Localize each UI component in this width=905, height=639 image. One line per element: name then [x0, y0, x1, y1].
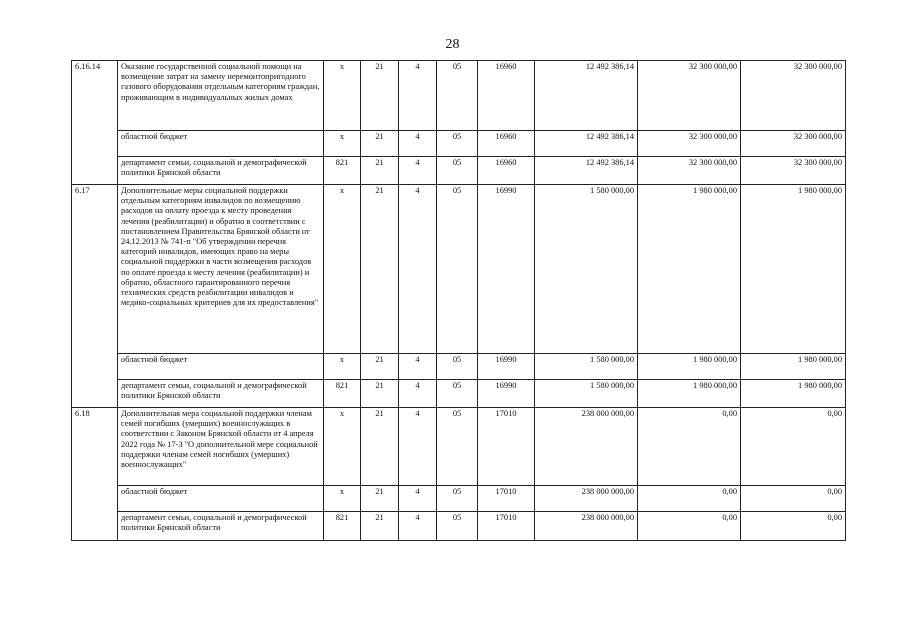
cell-sum1: 12 492 386,14: [535, 61, 638, 131]
cell-pr: 4: [399, 354, 437, 380]
cell-grbs: x: [324, 61, 361, 131]
row-name: департамент семьи, социальной и демографической политики Брянской области: [118, 512, 324, 541]
cell-rz: 21: [361, 61, 399, 131]
table-row: [72, 408, 846, 486]
cell-vr: 16990: [478, 354, 535, 380]
row-code: 6.16.14: [72, 61, 118, 185]
cell-pr: 4: [399, 157, 437, 185]
cell-rz: 21: [361, 512, 399, 541]
cell-sum1: 12 492 386,14: [535, 157, 638, 185]
table-row: [72, 157, 846, 185]
cell-vr: 17010: [478, 512, 535, 541]
table-row: [72, 131, 846, 157]
row-code: 6.18: [72, 408, 118, 541]
row-name: областной бюджет: [118, 131, 324, 157]
cell-sum2: 32 300 000,00: [638, 61, 741, 131]
cell-sum2: 1 980 000,00: [638, 354, 741, 380]
cell-vr: 16990: [478, 185, 535, 354]
cell-grbs: x: [324, 185, 361, 354]
cell-sum3: 1 980 000,00: [741, 380, 846, 408]
cell-vr: 17010: [478, 486, 535, 512]
cell-vr: 17010: [478, 408, 535, 486]
cell-cs: 05: [437, 408, 478, 486]
cell-vr: 16960: [478, 157, 535, 185]
cell-sum2: 32 300 000,00: [638, 131, 741, 157]
cell-rz: 21: [361, 380, 399, 408]
cell-pr: 4: [399, 512, 437, 541]
cell-sum1: 1 580 000,00: [535, 354, 638, 380]
cell-sum2: 1 980 000,00: [638, 380, 741, 408]
cell-sum2: 0,00: [638, 512, 741, 541]
cell-sum2: 0,00: [638, 486, 741, 512]
row-name: департамент семьи, социальной и демографической политики Брянской области: [118, 380, 324, 408]
cell-sum3: 0,00: [741, 512, 846, 541]
cell-rz: 21: [361, 354, 399, 380]
cell-grbs: 821: [324, 157, 361, 185]
table-row: [72, 380, 846, 408]
cell-sum1: 12 492 386,14: [535, 131, 638, 157]
table-row: [72, 354, 846, 380]
cell-sum3: 32 300 000,00: [741, 157, 846, 185]
row-name: Дополнительные меры социальной поддержки отдельным категориям инвалидов по возмещению расходов на оплату проезда к месту проведения лечения (реабилитации) и обратно в соответствии с постановлением Правительства Брянской области от 24.12.2013 № 741-п "Об утверждении перечня категорий инвалидов, имеющих право на меры социальной поддержки в части возмещения расходов по оплате проезда к месту лечения (реабилитации) и обратно, областного гарантированного перечня технических средств реабилитации инвалидов и медико-социальных критериев для их предоставления": [118, 185, 324, 354]
table-row: [72, 486, 846, 512]
cell-cs: 05: [437, 131, 478, 157]
cell-sum2: 32 300 000,00: [638, 157, 741, 185]
table-row: [72, 61, 846, 131]
row-name: департамент семьи, социальной и демографической политики Брянской области: [118, 157, 324, 185]
cell-pr: 4: [399, 61, 437, 131]
table-row: [72, 512, 846, 541]
cell-sum2: 0,00: [638, 408, 741, 486]
cell-rz: 21: [361, 486, 399, 512]
cell-cs: 05: [437, 185, 478, 354]
cell-vr: 16960: [478, 131, 535, 157]
cell-grbs: x: [324, 408, 361, 486]
cell-sum1: 1 580 000,00: [535, 380, 638, 408]
cell-sum1: 238 000 000,00: [535, 486, 638, 512]
cell-vr: 16960: [478, 61, 535, 131]
cell-pr: 4: [399, 131, 437, 157]
cell-sum1: 238 000 000,00: [535, 408, 638, 486]
row-name: областной бюджет: [118, 354, 324, 380]
cell-rz: 21: [361, 131, 399, 157]
cell-cs: 05: [437, 157, 478, 185]
row-name: Дополнительная мера социальной поддержки членам семей погибших (умерших) военнослужащих в соответствии с Законом Брянской области от 4 апреля 2022 года № 17-З "О дополнительной мере социальной поддержки членам семей погибших (умерших) военнослужащих": [118, 408, 324, 486]
cell-sum3: 0,00: [741, 408, 846, 486]
cell-pr: 4: [399, 380, 437, 408]
cell-cs: 05: [437, 61, 478, 131]
cell-cs: 05: [437, 486, 478, 512]
cell-pr: 4: [399, 185, 437, 354]
cell-cs: 05: [437, 354, 478, 380]
cell-vr: 16990: [478, 380, 535, 408]
cell-pr: 4: [399, 486, 437, 512]
cell-grbs: x: [324, 131, 361, 157]
cell-pr: 4: [399, 408, 437, 486]
cell-sum1: 238 000 000,00: [535, 512, 638, 541]
cell-sum3: 1 980 000,00: [741, 354, 846, 380]
row-code: 6.17: [72, 185, 118, 408]
cell-sum3: 32 300 000,00: [741, 131, 846, 157]
cell-grbs: 821: [324, 380, 361, 408]
cell-cs: 05: [437, 512, 478, 541]
cell-cs: 05: [437, 380, 478, 408]
cell-sum1: 1 580 000,00: [535, 185, 638, 354]
cell-rz: 21: [361, 157, 399, 185]
cell-grbs: x: [324, 486, 361, 512]
cell-grbs: x: [324, 354, 361, 380]
cell-sum2: 1 980 000,00: [638, 185, 741, 354]
cell-rz: 21: [361, 185, 399, 354]
cell-grbs: 821: [324, 512, 361, 541]
page-number: 28: [445, 37, 460, 52]
row-name: Оказание государственной социальной помощи на возмещение затрат на замену неремонтопригодного газового оборудования отдельным категориям граждан, проживающим в индивидуальных жилых домах: [118, 61, 324, 131]
cell-sum3: 32 300 000,00: [741, 61, 846, 131]
cell-sum3: 0,00: [741, 486, 846, 512]
table-row: [72, 185, 846, 354]
budget-table: [71, 60, 846, 541]
cell-rz: 21: [361, 408, 399, 486]
cell-sum3: 1 980 000,00: [741, 185, 846, 354]
row-name: областной бюджет: [118, 486, 324, 512]
